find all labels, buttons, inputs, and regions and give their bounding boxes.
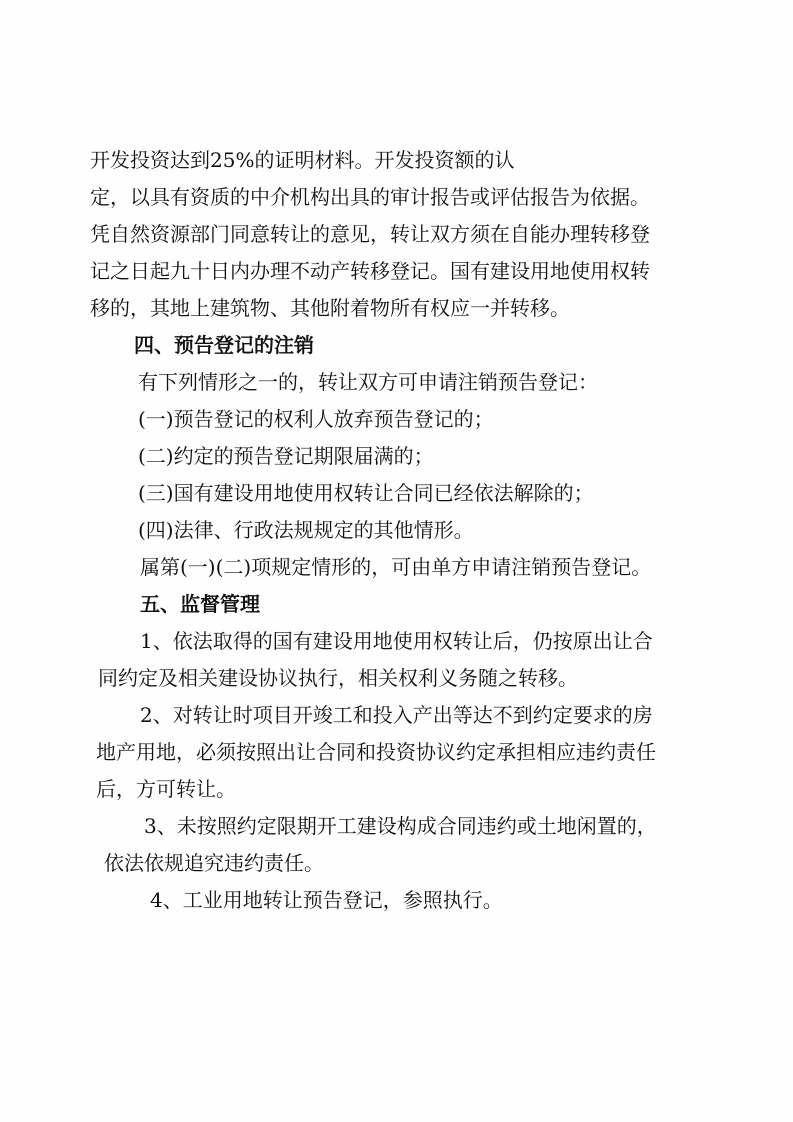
text-line-14: 1、依法取得的国有建设用地使用权转让后，仍按原出让合 bbox=[140, 629, 653, 653]
text-line-16: 2、对转让时项目开竣工和投入产出等达不到约定要求的房 bbox=[140, 703, 653, 727]
text-line-15: 同约定及相关建设协议执行，相关权利义务随之转移。 bbox=[98, 666, 578, 690]
text-line-12: 属第(一)(二)项规定情形的，可由单方申请注销预告登记。 bbox=[140, 555, 652, 579]
text-line-19: 3、未按照约定限期开工建设构成合同违约或土地闲置的， bbox=[144, 814, 657, 838]
list-item-4: (四)法律、行政法规规定的其他情形。 bbox=[138, 518, 474, 542]
text-line-1: 开发投资达到25%的证明材料。开发投资额的认 bbox=[90, 148, 515, 172]
text-line-3: 凭自然资源部门同意转让的意见，转让双方须在自能办理转移登 bbox=[90, 222, 650, 246]
list-item-2: (二)约定的预告登记期限届满的； bbox=[138, 444, 434, 468]
text-line-5: 移的，其地上建筑物、其他附着物所有权应一并转移。 bbox=[90, 296, 570, 320]
text-line-4: 记之日起九十日内办理不动产转移登记。国有建设用地使用权转 bbox=[90, 259, 650, 283]
list-item-1: (一)预告登记的权利人放弃预告登记的； bbox=[138, 407, 494, 431]
text-line-21: 4、工业用地转让预告登记，参照执行。 bbox=[150, 888, 503, 912]
section-heading-4: 四、预告登记的注销 bbox=[134, 333, 314, 357]
list-item-3: (三)国有建设用地使用权转让合同已经依法解除的； bbox=[138, 481, 594, 505]
text-line-7: 有下列情形之一的，转让双方可申请注销预告登记： bbox=[138, 370, 598, 394]
section-heading-5: 五、监督管理 bbox=[140, 592, 260, 616]
text-line-18: 后，方可转让。 bbox=[96, 777, 236, 801]
text-line-20: 依法依规追究违约责任。 bbox=[104, 851, 324, 875]
text-line-17: 地产用地，必须按照出让合同和投资协议约定承担相应违约责任 bbox=[96, 740, 656, 764]
text-line-2: 定，以具有资质的中介机构出具的审计报告或评估报告为依据。 bbox=[90, 185, 650, 209]
